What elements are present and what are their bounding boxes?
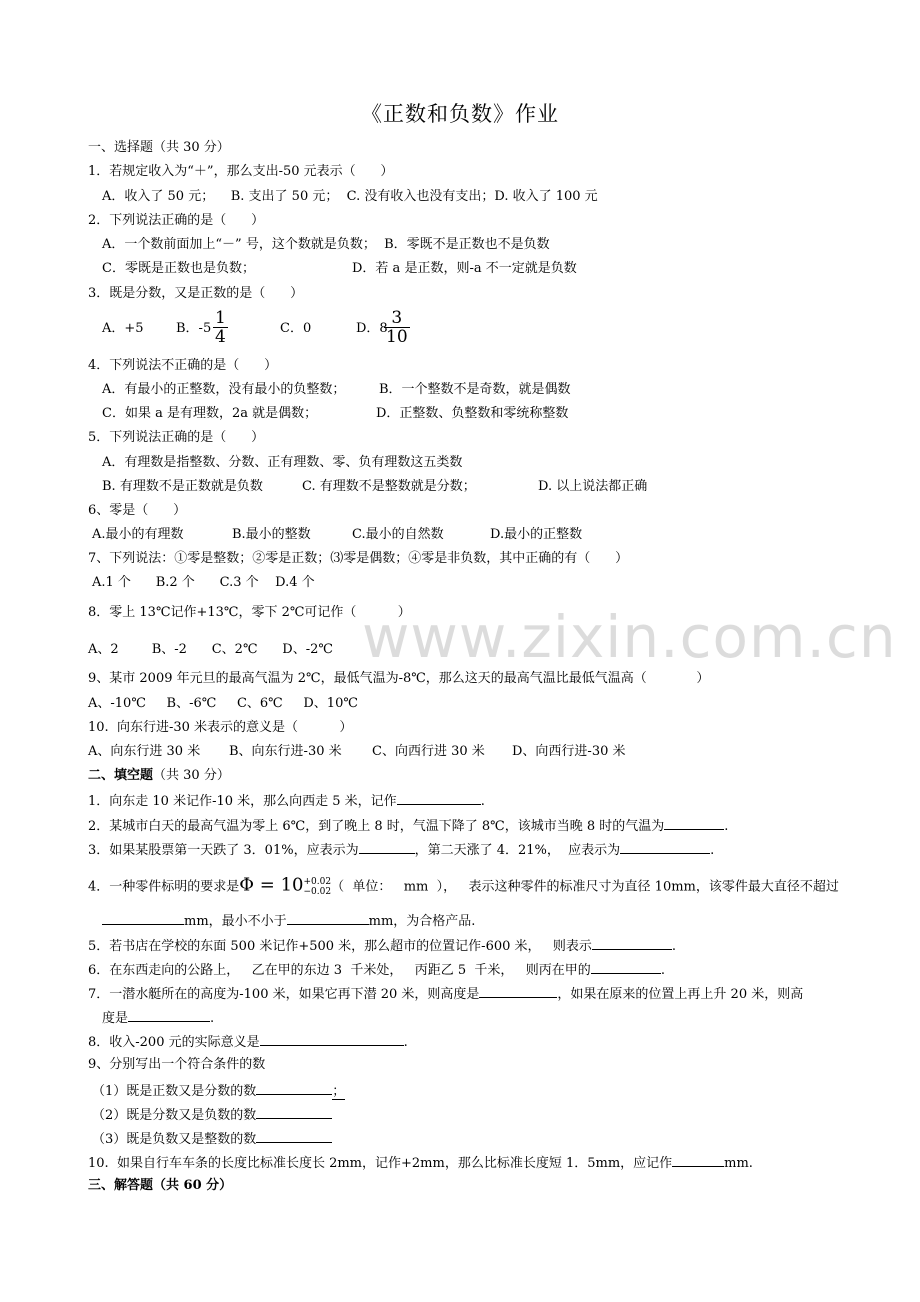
question-2-option-c: C．零既是正数也是负数； (102, 261, 255, 276)
question-4-option-a: A．有最小的正整数，没有最小的负整数； (102, 382, 346, 397)
fill-9-1-text: （1）既是正数又是分数的数 (92, 1084, 257, 1099)
question-1-options: A．收入了 50 元； B. 支出了 50 元； C. 没有收入也没有支出；D. 收入了 100 元 (102, 189, 598, 204)
fill-9-2-text: （2）既是分数又是负数的数 (92, 1108, 257, 1123)
fill-1-text: 1．向东走 10 米记作-10 米，那么向西走 5 米，记作 (88, 794, 397, 809)
answer-blank[interactable] (591, 961, 661, 974)
answer-blank[interactable] (592, 937, 672, 950)
fill-2-end: . (724, 819, 729, 834)
watermark: www.zixin.com.cn (362, 603, 897, 671)
question-5-option-d: D. 以上说法都正确 (538, 479, 648, 494)
section-heading-fill (88, 768, 230, 784)
question-3-option-d: D．8 (356, 321, 388, 336)
section-heading-points: （共 30 分） (153, 768, 230, 783)
fill-5-end: . (671, 939, 677, 954)
question-5-option-a: A．有理数是指整数、分数、正有理数、零、负有理数这五类数 (102, 455, 463, 470)
fill-9-1 (92, 1082, 345, 1100)
fill-8 (88, 1033, 408, 1051)
fraction-one-quarter (213, 309, 228, 346)
question-1: 1．若规定收入为“＋”，那么支出-50 元表示（ ） (88, 164, 394, 179)
fill-3 (88, 841, 714, 859)
fill-4-min: mm，为合格产品. (368, 914, 476, 929)
fill-8-end: . (403, 1035, 408, 1050)
fraction-denominator: 4 (215, 327, 226, 347)
fill-1 (88, 792, 485, 810)
answer-blank[interactable] (128, 1009, 210, 1022)
fill-1-end: . (480, 794, 485, 809)
answer-blank[interactable] (664, 817, 724, 830)
section-heading-solve: 三、解答题（共 60 分） (88, 1178, 233, 1193)
question-9: 9、某市 2009 年元旦的最高气温为 2℃，最低气温为-8℃，那么这天的最高气温比最低气温高（ ） (88, 671, 710, 686)
answer-blank[interactable] (479, 985, 557, 998)
fraction-denominator: 10 (386, 327, 408, 347)
question-10-option-c: C、向西行进 30 米 (372, 744, 485, 759)
fill-7 (88, 985, 803, 1003)
question-5: 5．下列说法正确的是（ ） (88, 430, 265, 445)
fill-3-end: . (710, 843, 715, 858)
fraction-numerator: 1 (215, 308, 226, 328)
fill-3-text: 3．如果某股票第一天跌了 3．01%，应表示为 (88, 843, 359, 858)
fill-9-2 (92, 1106, 332, 1124)
question-10-option-d: D、向西行进-30 米 (512, 744, 626, 759)
question-2-options-ab: A．一个数前面加上“－” 号，这个数就是负数； B．零既不是正数也不是负数 (102, 237, 550, 252)
fill-9-3 (92, 1130, 332, 1148)
fill-7-line2 (102, 1009, 214, 1027)
fill-8-text: 8．收入-200 元的实际意义是 (88, 1035, 260, 1050)
fill-6-end: . (660, 963, 665, 978)
question-7-options: A.1 个 B.2 个 C.3 个 D.4 个 (92, 575, 315, 590)
fill-4-max: mm，最小不小于 (184, 914, 287, 929)
fill-4-line2 (102, 912, 475, 930)
fill-2 (88, 817, 728, 835)
fill-3-mid: ，第二天涨了 4．21%， 应表示为 (414, 843, 621, 858)
answer-blank[interactable] (256, 1130, 332, 1143)
question-7: 7、下列说法：①零是整数；②零是正数；⑶零是偶数；④零是非负数，其中正确的有（ ） (88, 551, 629, 566)
question-6-option-a: A.最小的有理数 (92, 527, 184, 542)
question-2-option-d: D．若 a 是正数，则-a 不一定就是负数 (352, 261, 577, 276)
question-9-options: A、-10℃ B、-6℃ C、6℃ D、10℃ (88, 696, 358, 711)
question-2: 2．下列说法正确的是（ ） (88, 213, 265, 228)
fraction-numerator: 3 (384, 309, 410, 328)
answer-blank[interactable] (397, 792, 481, 805)
fill-5 (88, 937, 676, 955)
question-6-option-c: C.最小的自然数 (352, 527, 444, 542)
fill-7-cont: 度是 (102, 1011, 129, 1026)
question-5-option-c: C. 有理数不是整数就是分数； (302, 479, 476, 494)
answer-blank[interactable] (359, 841, 415, 854)
question-3-option-a: A．+5 (102, 321, 144, 336)
section-heading-text: 二、填空题 (88, 768, 154, 783)
fill-10-end: mm. (724, 1156, 753, 1171)
question-3: 3．既是分数，又是正数的是（ ） (88, 286, 304, 301)
question-10-option-b: B、向东行进-30 米 (229, 744, 342, 759)
fill-2-text: 2．某城市白天的最高气温为零上 6℃，到了晚上 8 时，气温下降了 8℃，该城市当晚 8 时的气温为 (88, 819, 665, 834)
lower-tolerance: −0.02 (303, 887, 332, 897)
fill-9-3-text: （3）既是负数又是整数的数 (92, 1132, 257, 1147)
question-4-option-c: C．如果 a 是有理数，2a 就是偶数； (102, 406, 318, 421)
fill-9-1-end: ； (332, 1084, 346, 1099)
fill-9: 9、分别写出一个符合条件的数 (88, 1057, 266, 1072)
fill-6-text: 6．在东西走向的公路上， 乙在甲的东边 3 千米处， 丙距乙 5 千米， 则丙在甲的 (88, 963, 591, 978)
answer-blank[interactable] (256, 1106, 332, 1119)
answer-blank[interactable] (256, 1082, 332, 1095)
fill-4 (88, 874, 839, 897)
question-4-option-b: B．一个整数不是奇数，就是偶数 (379, 382, 571, 397)
answer-blank[interactable] (620, 841, 710, 854)
question-8: 8．零上 13℃记作+13℃，零下 2℃可记作（ ） (88, 605, 411, 620)
fill-4-text: 4．一种零件标明的要求是 (88, 879, 240, 895)
question-3-option-c: C．0 (280, 321, 312, 336)
question-5-option-b: B. 有理数不是正数就是负数 (102, 479, 263, 494)
fill-10 (88, 1154, 753, 1172)
fraction-three-tenths (384, 309, 410, 346)
page-title: 《正数和负数》作业 (361, 102, 559, 126)
fill-7-end: . (210, 1011, 215, 1026)
section-heading-choice: 一、选择题（共 30 分） (88, 140, 230, 155)
fill-7-text: 7．一潜水艇所在的高度为-100 米，如果它再下潜 20 米，则高度是 (88, 987, 480, 1002)
tolerance-formula: Φ = 10 (239, 874, 304, 896)
fill-6 (88, 961, 665, 979)
question-4-option-d: D．正整数、负整数和零统称整数 (376, 406, 569, 421)
question-3-option-b: B．-5 (176, 321, 212, 336)
question-10-option-a: A、向东行进 30 米 (88, 744, 201, 759)
answer-blank[interactable] (672, 1154, 724, 1167)
question-6-option-d: D.最小的正整数 (490, 527, 583, 542)
question-4: 4．下列说法不正确的是（ ） (88, 358, 278, 373)
fill-10-text: 10. 如果自行车车条的长度比标准长度长 2mm，记作+2mm，那么比标准长度短 1．5mm，应记作 (88, 1156, 673, 1171)
question-6: 6、零是（ ） (88, 503, 187, 518)
answer-blank[interactable] (260, 1033, 404, 1046)
answer-blank[interactable] (287, 912, 369, 925)
tolerance-limits (303, 877, 331, 897)
question-6-option-b: B.最小的整数 (232, 527, 311, 542)
fill-4-tail: （ 单位： mm ）， 表示这种零件的标准尺寸为直径 10mm，该零件最大直径不超过 (331, 879, 839, 895)
upper-tolerance: +0.02 (303, 877, 332, 887)
fill-5-text: 5．若书店在学校的东面 500 米记作+500 米，那么超市的位置记作-600 米， 则表示 (88, 939, 592, 954)
question-8-options: A、2 B、-2 C、2℃ D、-2℃ (88, 642, 333, 657)
question-10: 10. 向东行进-30 米表示的意义是（ ） (88, 720, 353, 735)
answer-blank[interactable] (102, 912, 184, 925)
fill-7-mid: ，如果在原来的位置上再上升 20 米，则高 (557, 987, 804, 1002)
